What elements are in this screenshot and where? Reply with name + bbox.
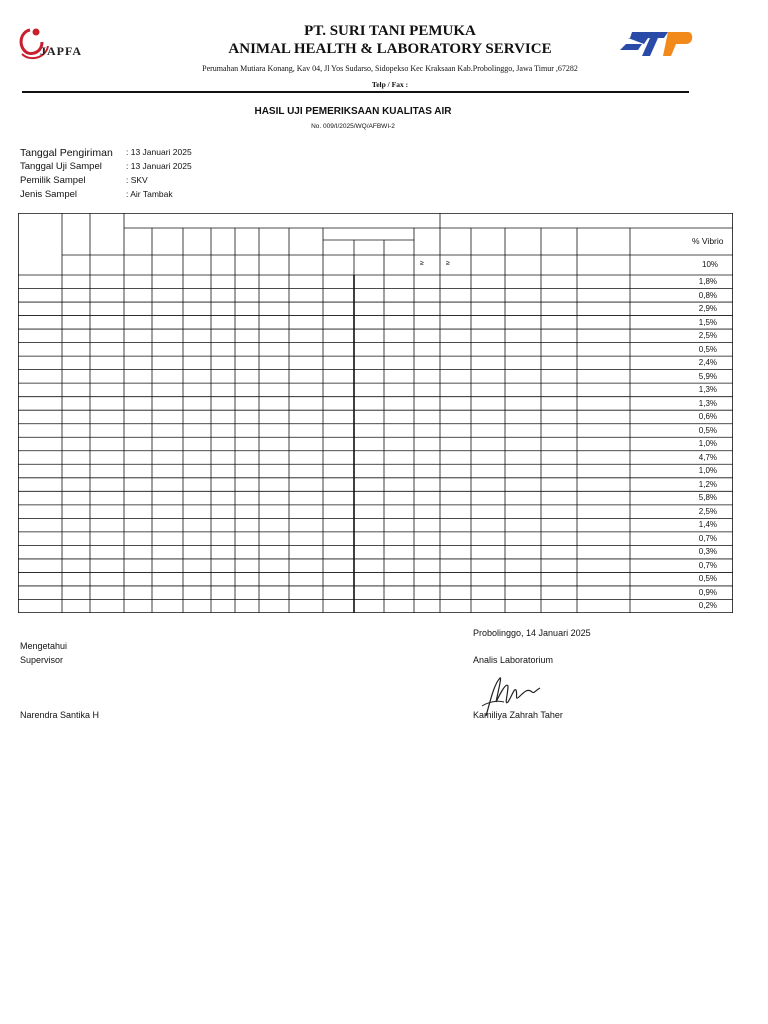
- vibrio-value: 2,5%: [698, 506, 717, 516]
- company-telp: Telp / Fax :: [371, 80, 409, 89]
- vibrio-value: 0,9%: [698, 587, 717, 597]
- vibrio-value: 2,5%: [698, 331, 717, 341]
- info-value: : SKV: [126, 175, 148, 185]
- info-value: : 13 Januari 2025: [126, 147, 192, 157]
- vibrio-value: 0,5%: [698, 344, 717, 354]
- info-value: : Air Tambak: [126, 189, 173, 199]
- info-label: Tanggal Pengiriman: [20, 147, 113, 159]
- vibrio-header: % Vibrio: [692, 236, 724, 246]
- info-label: Pemilik Sampel: [20, 175, 86, 186]
- vibrio-value: 1,8%: [698, 277, 717, 286]
- vibrio-value: 1,3%: [698, 398, 717, 408]
- vibrio-value: 5,9%: [698, 371, 717, 381]
- info-label: Jenis Sampel: [20, 189, 78, 200]
- vibrio-value: 0,7%: [698, 560, 717, 570]
- vibrio-value: 0,5%: [698, 574, 717, 584]
- vibrio-value: 0,3%: [698, 547, 717, 557]
- vibrio-value: 1,3%: [698, 385, 717, 395]
- vibrio-value: 2,9%: [698, 304, 717, 314]
- info-label: Tanggal Uji Sampel: [20, 161, 102, 172]
- results-table: [18, 213, 733, 613]
- vibrio-value: 1,0%: [698, 439, 717, 449]
- left-signatory-name: Narendra Santika H: [20, 710, 100, 720]
- company-name: PT. SURI TANI PEMUKA: [304, 23, 476, 39]
- vibrio-value: 0,7%: [698, 533, 717, 543]
- vibrio-value: 1,4%: [698, 520, 717, 530]
- vibrio-value: 0,5%: [698, 425, 717, 435]
- vibrio-value: 5,8%: [698, 493, 717, 503]
- japfa-logo-text: JAPFA: [40, 44, 83, 58]
- info-row: [20, 175, 192, 189]
- vibrio-value: 1,5%: [698, 317, 717, 327]
- info-value: : 13 Januari 2025: [126, 161, 192, 171]
- document-title: HASIL UJI PEMERIKSAAN KUALITAS AIR: [254, 106, 452, 117]
- vibrio-value: 0,2%: [698, 601, 717, 611]
- vibrio-value: 0,8%: [698, 290, 717, 300]
- company-header: [140, 22, 640, 90]
- vibrio-value: 1,2%: [698, 479, 717, 489]
- vibrio-value: 4,7%: [698, 452, 717, 462]
- symbol-ge: ≥: [420, 260, 424, 267]
- info-row: [20, 189, 192, 203]
- header-divider: [22, 91, 689, 93]
- left-role-2: Supervisor: [20, 655, 64, 665]
- right-signatory-name: Kamiliya Zahrah Taher: [473, 710, 563, 720]
- place-date: Probolinggo, 14 Januari 2025: [473, 628, 591, 638]
- left-role-1: Mengetahui: [20, 641, 68, 651]
- vibrio-standard: 10%: [702, 260, 719, 269]
- table-grid: [18, 213, 733, 613]
- document-number: No. 009/I/2025/WQ/AFBWI-2: [311, 123, 395, 130]
- vibrio-value: 0,6%: [698, 412, 717, 422]
- company-division: ANIMAL HEALTH & LABORATORY SERVICE: [228, 41, 552, 57]
- vibrio-value: 1,0%: [698, 466, 717, 476]
- vibrio-value: 2,4%: [698, 358, 717, 368]
- info-row: [20, 161, 192, 175]
- info-row: [20, 147, 192, 161]
- sample-info: [20, 147, 192, 203]
- japfa-logo: [16, 24, 102, 64]
- right-role: Analis Laboratorium: [473, 655, 554, 665]
- symbol-ge: ≥: [446, 260, 450, 267]
- company-address: Perumahan Mutiara Konang, Kav 04, Jl Yos Sudarso, Sidopekso Kec Kraksaan Kab.Probolinggo, Jawa Timur ,67282: [202, 64, 578, 73]
